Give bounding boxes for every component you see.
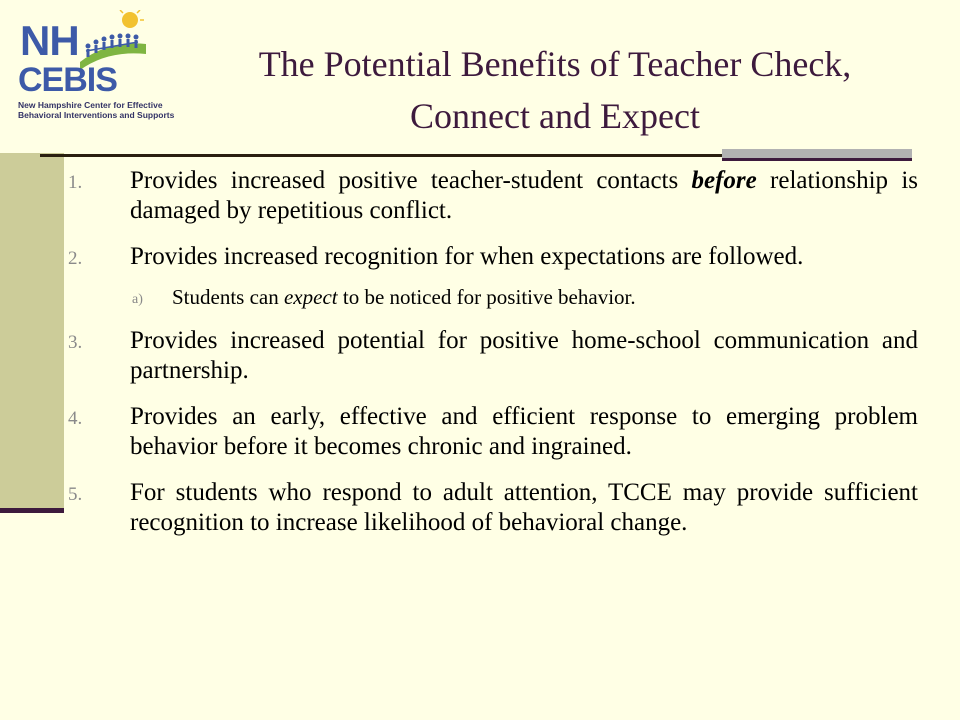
sub-list-item <box>66 284 918 310</box>
list-text: Provides increased recognition for when expectations are followed. <box>130 243 804 270</box>
list-number: 4. <box>68 408 83 429</box>
sub-list-text-before: Students can <box>172 285 284 309</box>
logo-subtitle-line1: New Hampshire Center for Effective <box>18 100 163 110</box>
sub-list-emphasis: expect <box>283 285 338 309</box>
logo-nh-text: NH <box>20 17 79 64</box>
list-item <box>66 326 918 386</box>
list-item <box>66 242 918 272</box>
benefits-list <box>66 166 918 554</box>
list-number: 3. <box>68 332 83 353</box>
list-item <box>66 478 918 538</box>
logo-subtitle <box>18 100 175 121</box>
list-number: 5. <box>68 484 83 505</box>
list-number: 1. <box>68 172 83 193</box>
left-accent-bar <box>0 153 64 508</box>
list-number: 2. <box>68 248 83 269</box>
logo-cebis-text: CEBIS <box>18 61 117 99</box>
list-item <box>66 402 918 462</box>
list-text: Provides an early, effective and efficient response to emerging problem behavior before it becomes chronic and ingrained. <box>130 403 918 460</box>
left-accent-line <box>0 508 64 513</box>
logo-subtitle-line2: Behavioral Interventions and Supports <box>18 110 175 121</box>
list-text-before: Provides increased positive teacher-student contacts <box>130 167 692 194</box>
right-accent-line <box>722 158 912 161</box>
sub-list-text-after: to be noticed for positive behavior. <box>337 285 636 309</box>
list-item <box>66 166 918 226</box>
title-line1: The Potential Benefits of Teacher Check, <box>258 44 852 84</box>
nh-cebis-logo <box>8 6 175 136</box>
title-line2: Connect and Expect <box>410 96 700 136</box>
slide-title <box>175 38 935 142</box>
list-text: For students who respond to adult attention, TCCE may provide sufficient recognition to increase likelihood of behavioral change. <box>130 479 918 536</box>
list-emphasis: before <box>691 167 757 194</box>
list-text-after: relationship is damaged by repetitious conflict. <box>130 167 918 224</box>
sub-list-letter: a) <box>132 292 143 307</box>
list-text: Provides increased potential for positive home-school communication and partnership. <box>130 327 918 384</box>
